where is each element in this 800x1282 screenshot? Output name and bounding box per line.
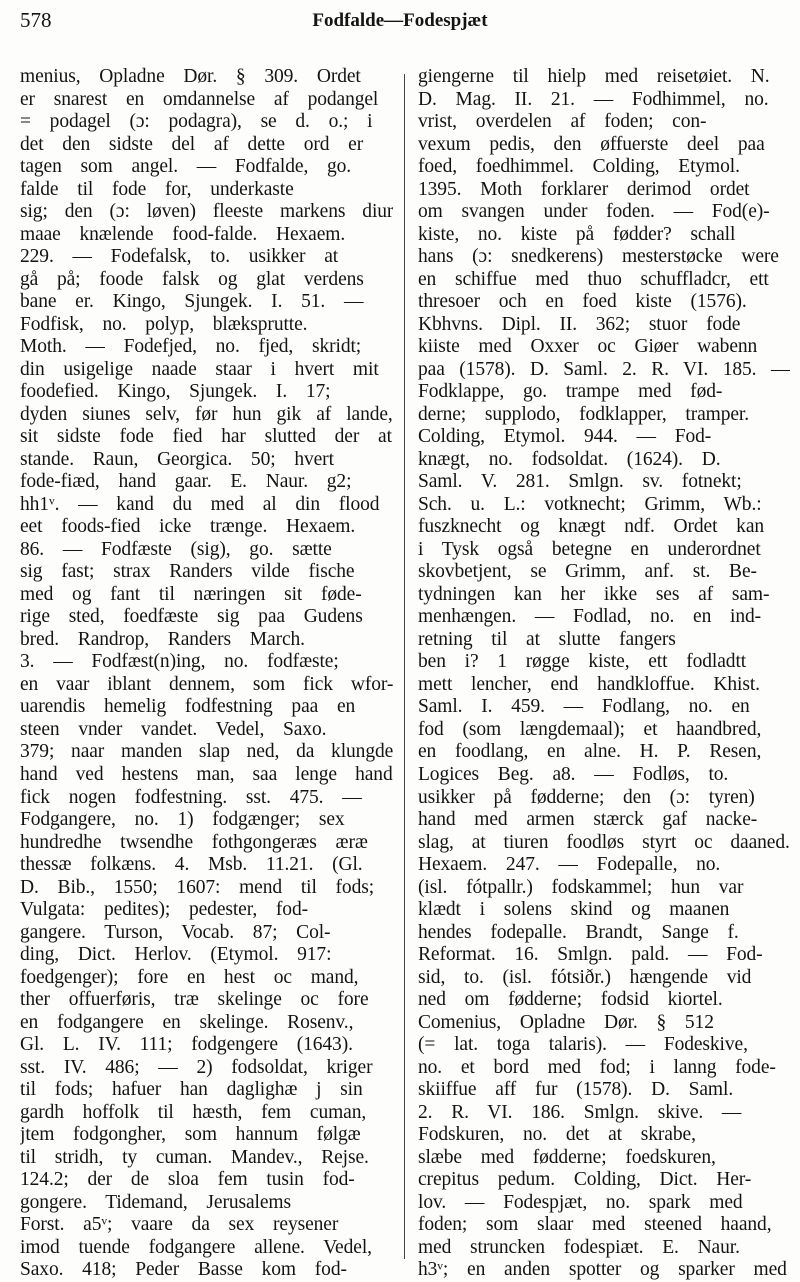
text-line: skovbetjent, se Grimm, anf. st. Be-	[418, 561, 757, 583]
text-line: en foodlang, en alne. H. P. Resen,	[418, 741, 762, 763]
text-line: foodefied. Kingo, Sjungek. I. 17;	[20, 381, 331, 403]
text-line: uarendis hemelig fodfestning paa en	[20, 696, 356, 718]
text-line: 2. R. VI. 186. Smlgn. skive. —	[418, 1101, 742, 1123]
text-line: med struncken fodespiæt. E. Naur.	[418, 1236, 740, 1258]
text-line: kiiste med Oxxer oc Giøer wabenn	[418, 336, 758, 358]
text-line: slag, at tiuren foodløs styrt oc daaned.	[418, 831, 790, 853]
text-line: Colding, Etymol. 944. — Fod-	[418, 426, 712, 448]
text-line: ther offuerføris, træ skelinge oc fore	[20, 989, 369, 1011]
text-line: stande. Raun, Georgica. 50; hvert	[20, 448, 334, 470]
text-line: fode-fiæd, hand gaar. E. Naur. g2;	[20, 471, 352, 493]
text-line: Sch. u. L.: votknecht; Grimm, Wb.:	[418, 493, 762, 515]
text-line: Forst. a5ᵛ; vaare da sex reysener	[20, 1214, 339, 1236]
text-line: jtem fodgongher, som hannum følgæ	[20, 1124, 361, 1146]
text-line: Saml. I. 459. — Fodlang, no. en	[418, 696, 750, 718]
text-line: Reformat. 16. Smlgn. pald. — Fod-	[418, 944, 763, 966]
text-line: D. Bib., 1550; 1607: mend til fods;	[20, 876, 375, 898]
page-number: 578	[20, 8, 52, 32]
text-line: i Tysk også betegne en underordnet	[418, 538, 761, 560]
text-line: til fods; hafuer han daglighæ j sin	[20, 1079, 363, 1101]
text-line: mett lencher, end handkloffue. Khist.	[418, 673, 760, 695]
text-line: gongere. Tidemand, Jerusalems	[20, 1191, 291, 1213]
text-line: Kbhvns. Dipl. II. 362; stuor fode	[418, 313, 741, 335]
text-line: med og fant til næringen sit føde-	[20, 583, 362, 605]
text-line: ding, Dict. Herlov. (Etymol. 917:	[20, 944, 332, 966]
text-line: menhængen. — Fodlad, no. en ind-	[418, 606, 762, 628]
text-line: fick nogen fodfestning. sst. 475. —	[20, 786, 362, 808]
text-line: tagen som angel. — Fodfalde, go.	[20, 156, 352, 178]
text-line: det den sidste del af dette ord er	[20, 133, 364, 155]
text-line: gangere. Turson, Vocab. 87; Col-	[20, 921, 331, 943]
text-line: eet foods-fied icke trænge. Hexaem.	[20, 516, 356, 538]
text-line: Vulgata: pedites); pedester, fod-	[20, 899, 308, 921]
text-line: gå på; foode falsk og glat verdens	[20, 268, 364, 290]
text-line: h3ᵛ; en anden spotter og sparker med	[418, 1259, 787, 1281]
text-line: Comenius, Opladne Dør. § 512	[418, 1011, 714, 1033]
text-line: sig fast; strax Randers vilde fische	[20, 561, 355, 583]
text-line: ben i? 1 røgge kiste, ett fodladtt	[418, 651, 747, 673]
text-line: hundredhe twsendhe fothgongeræs æræ	[20, 831, 368, 853]
text-line: Moth. — Fodefjed, no. fjed, skridt;	[20, 336, 362, 358]
text-line: en vaar iblant dennem, som fick wfor-	[20, 673, 393, 695]
text-line: paa (1578). D. Saml. 2. R. VI. 185. —	[418, 358, 790, 380]
text-line: fuszknecht og knægt ndf. Ordet kan	[418, 516, 765, 538]
text-line: = podagel (ɔ: podagra), se d. o.; i	[20, 111, 373, 133]
text-line: bane er. Kingo, Sjungek. I. 51. —	[20, 291, 364, 313]
text-line: 379; naar manden slap ned, da klungde	[20, 741, 393, 763]
text-line: falde til fode for, underkaste	[20, 178, 294, 200]
left-column	[20, 66, 393, 1282]
text-line: hand med armen stærck gaf nacke-	[418, 809, 758, 831]
text-line: slæbe med fødderne; foedskuren,	[418, 1146, 716, 1168]
right-column	[418, 66, 790, 1282]
text-line: Hexaem. 247. — Fodepalle, no.	[418, 854, 721, 876]
text-line: thresoer och en foed kiste (1576).	[418, 291, 747, 313]
text-line: Logices Beg. a8. — Fodløs, to.	[418, 763, 729, 785]
text-line: er snarest en omdannelse af podangel	[20, 88, 379, 110]
text-line: vrist, overdelen af foden; con-	[418, 111, 707, 133]
text-line: hendes fodepalle. Brandt, Sange f.	[418, 921, 739, 943]
text-line: derne; supplodo, fodklapper, tramper.	[418, 403, 750, 425]
text-line: klædt i solens skind og maanen	[418, 899, 730, 921]
text-line: hans (ɔ: snedkerens) mesterstøcke were	[418, 246, 779, 268]
text-line: Fodskuren, no. det at skrabe,	[418, 1124, 696, 1146]
text-line: 86. — Fodfæste (sig), go. sætte	[20, 538, 332, 560]
text-line: 1395. Moth forklarer derimod ordet	[418, 178, 750, 200]
text-line: Saxo. 418; Peder Basse kom fod-	[20, 1259, 347, 1281]
text-line: hand ved hestens man, saa lenge hand	[20, 763, 393, 785]
text-line: maae knælende food-falde. Hexaem.	[20, 223, 346, 245]
text-line: bred. Randrop, Randers March.	[20, 628, 305, 650]
text-line: menius, Opladne Dør. § 309. Ordet	[20, 66, 361, 87]
text-line: retning til at slutte fangers	[418, 628, 676, 650]
text-line: vexum pedis, den øffuerste deel paa	[418, 133, 765, 155]
text-line: thessæ folkæns. 4. Msb. 11.21. (Gl.	[20, 854, 363, 876]
text-line: foed, foedhimmel. Colding, Etymol.	[418, 156, 740, 178]
text-line: sid, to. (isl. fótsiðr.) hængende vid	[418, 966, 752, 988]
running-head: Fodfalde—Fodespjæt	[312, 10, 488, 31]
text-line: din usigelige naade staar i hvert mit	[20, 358, 379, 380]
text-line: rige sted, foedfæste sig paa Gudens	[20, 606, 363, 628]
text-line: (isl. fótpallr.) fodskammel; hun var	[418, 876, 744, 898]
text-line: no. et bord med fod; i lanng fode-	[418, 1056, 776, 1078]
text-line: foden; som slaar med steened haand,	[418, 1214, 772, 1236]
text-line: usikker på fødderne; den (ɔ: tyren)	[418, 786, 755, 808]
column-divider	[404, 74, 405, 1259]
text-line: sig; den (ɔ: løven) fleeste markens diur	[20, 201, 393, 223]
text-line: til stridh, ty cuman. Mandev., Rejse.	[20, 1146, 369, 1168]
text-line: sit sidste fode fied har slutted der at	[20, 426, 392, 448]
text-line: 3. — Fodfæst(n)ing, no. fodfæste;	[20, 651, 339, 673]
text-line: dyden siunes selv, før hun gik af lande,	[20, 403, 393, 425]
text-line: Fodfisk, no. polyp, blæksprutte.	[20, 313, 308, 335]
page-header	[0, 0, 800, 60]
text-line: hh1ᵛ. — kand du med al din flood	[20, 493, 380, 515]
text-line: (= lat. toga talaris). — Fodeskive,	[418, 1034, 748, 1056]
text-line: foedgenger); fore en hest oc mand,	[20, 966, 359, 988]
text-line: imod tuende fodgangere allene. Vedel,	[20, 1236, 372, 1258]
text-line: Fodklappe, go. trampe med fød-	[418, 381, 723, 403]
text-line: kiste, no. kiste på fødder? schall	[418, 223, 736, 245]
text-line: skiiffue aff fur (1578). D. Saml.	[418, 1079, 734, 1101]
text-line: steen vnder vandet. Vedel, Saxo.	[20, 718, 327, 740]
text-line: Gl. L. IV. 111; fodgengere (1643).	[20, 1034, 353, 1056]
text-line: sst. IV. 486; — 2) fodsoldat, kriger	[20, 1056, 373, 1078]
text-line: knægt, no. fodsoldat. (1624). D.	[418, 448, 721, 470]
text-line: tydningen kan her ikke ses af sam-	[418, 583, 770, 605]
text-line: 229. — Fodefalsk, to. usikker at	[20, 246, 339, 268]
text-line: en fodgangere en skelinge. Rosenv.,	[20, 1011, 354, 1033]
text-line: crepitus pedum. Colding, Dict. Her-	[418, 1169, 752, 1191]
text-line: en schiffue med thuo schuffladcr, ett	[418, 268, 769, 290]
text-line: gardh hoffolk til hæsth, fem cuman,	[20, 1101, 367, 1123]
text-line: giengerne til hielp med reisetøiet. N.	[418, 66, 770, 87]
text-line: Saml. V. 281. Smlgn. sv. fotnekt;	[418, 471, 742, 493]
text-line: Fodgangere, no. 1) fodgænger; sex	[20, 809, 345, 831]
text-line: 124.2; der de sloa fem tusin fod-	[20, 1169, 355, 1191]
text-line: lov. — Fodespjæt, no. spark med	[418, 1191, 743, 1213]
text-line: om svangen under foden. — Fod(e)-	[418, 201, 770, 223]
text-line: fod (som længdemaal); et haandbred,	[418, 718, 762, 740]
text-line: ned om fødderne; fodsid kiortel.	[418, 989, 723, 1011]
text-line: D. Mag. II. 21. — Fodhimmel, no.	[418, 88, 769, 110]
